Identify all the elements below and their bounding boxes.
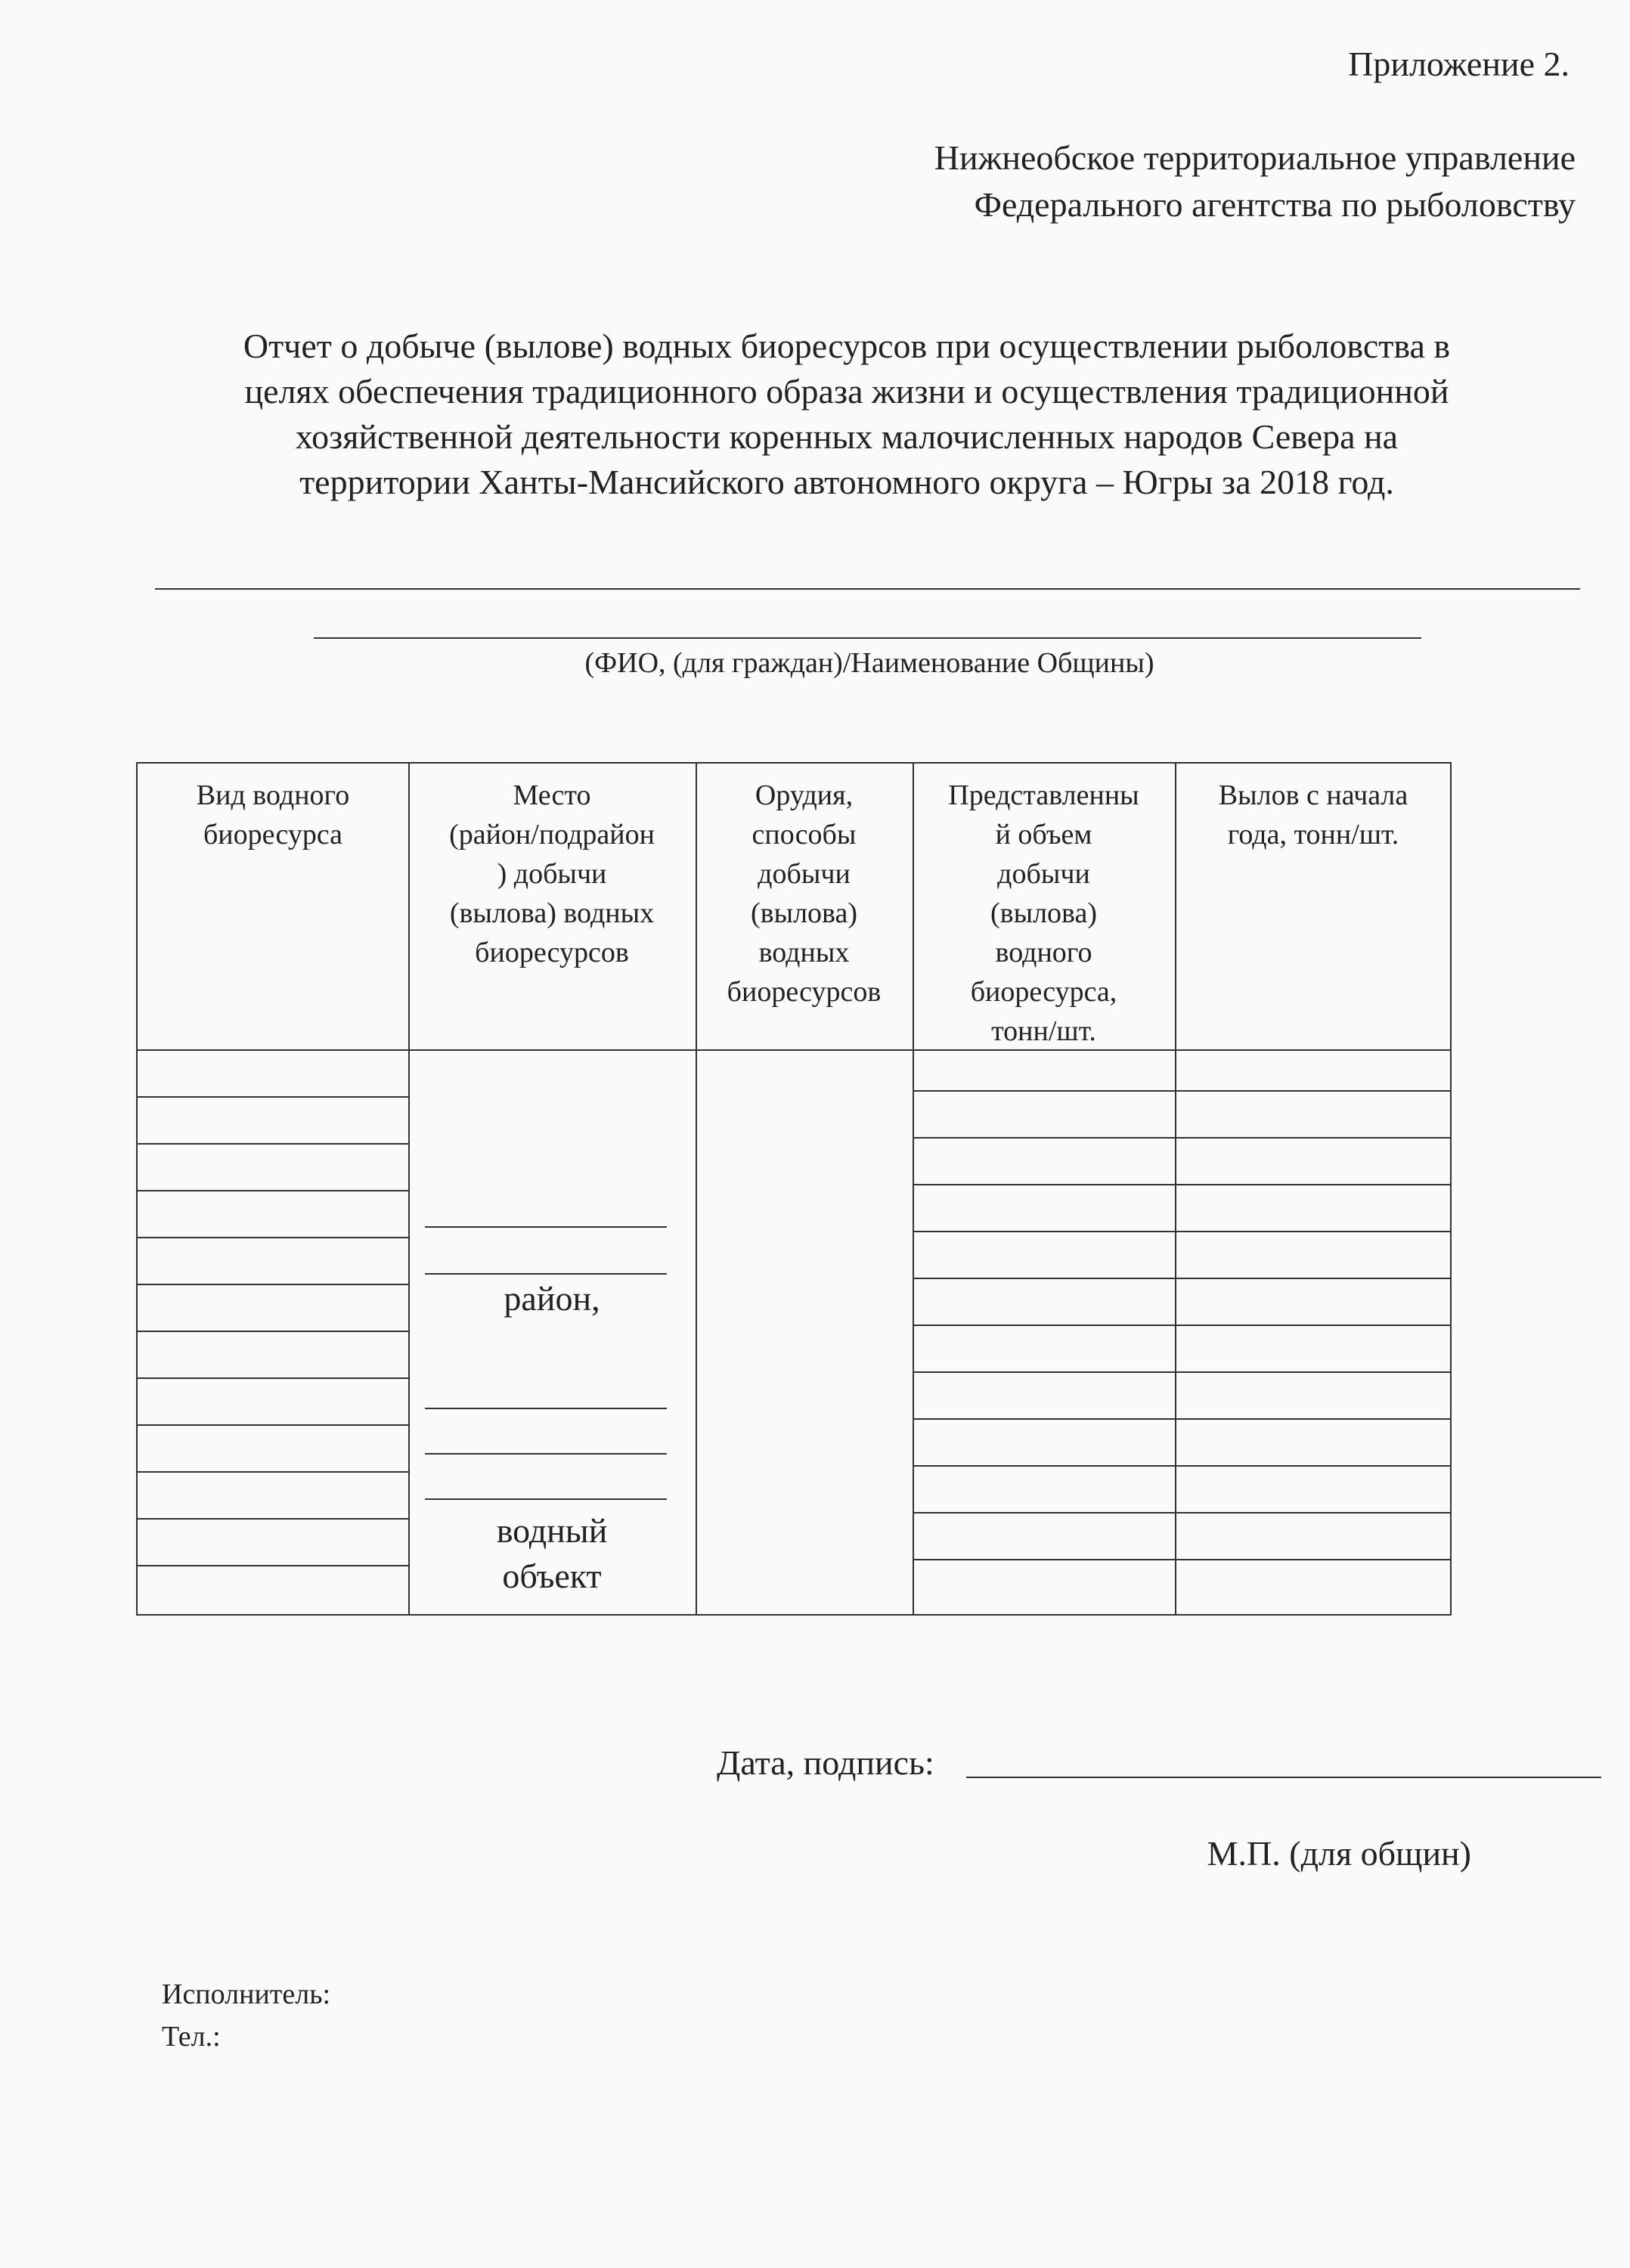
species-row-line (138, 1471, 408, 1473)
stamp-label: М.П. (для общин) (1207, 1834, 1471, 1873)
volume-row-line (913, 1231, 1452, 1232)
volume-row-line (913, 1559, 1452, 1560)
appendix-label: Приложение 2. (1348, 45, 1570, 83)
header-submitted-volume: Представленны й объем добычи (вылова) водного биоресурса, тонн/шт. (948, 779, 1139, 1047)
recipient-line-1: Нижнеобское территориальное управление (934, 138, 1576, 177)
header-gear: Орудия, способы добычи (вылова) водных биоресурсов (727, 779, 882, 1008)
report-title-line-4: территории Ханты-Мансийского автономного округа – Югры за 2018 год. (299, 463, 1394, 501)
species-row-line (138, 1331, 408, 1332)
species-row-line (138, 1143, 408, 1145)
recipient-block (934, 135, 1576, 228)
column-divider-4 (1175, 764, 1176, 1616)
executor-label: Исполнитель: (162, 1978, 331, 2010)
volume-row-line (913, 1371, 1452, 1373)
header-species: Вид водного биоресурса (196, 779, 350, 850)
date-signature-line[interactable] (966, 1777, 1601, 1778)
water-body-blank-line[interactable] (425, 1408, 667, 1409)
volume-row-line (913, 1184, 1452, 1185)
water-body-blank-line[interactable] (425, 1453, 667, 1455)
fio-blank-line-1[interactable] (155, 588, 1580, 590)
volume-row-line (913, 1090, 1452, 1092)
header-catch-ytd: Вылов с начала года, тонн/шт. (1218, 779, 1408, 850)
species-row-line (138, 1096, 408, 1098)
header-separator (138, 1049, 1452, 1051)
report-title-line-1: Отчет о добыче (вылове) водных биоресурсов при осуществлении рыболовства в (243, 327, 1451, 365)
phone-label: Тел.: (162, 2021, 221, 2053)
water-body-label: водный объект (496, 1511, 608, 1595)
species-row-line (138, 1424, 408, 1426)
species-row-line (138, 1518, 408, 1520)
district-label: район, (504, 1279, 600, 1318)
species-row-line (138, 1377, 408, 1379)
volume-row-line (913, 1418, 1452, 1420)
fio-caption: (ФИО, (для граждан)/Наименование Общины) (584, 647, 1154, 679)
volume-row-line (913, 1137, 1452, 1139)
species-row-line (138, 1237, 408, 1238)
report-title (136, 324, 1557, 505)
report-title-line-3: хозяйственной деятельности коренных малочисленных народов Севера на (295, 417, 1399, 456)
catch-report-table (136, 762, 1452, 1616)
water-body-blank-line[interactable] (425, 1498, 667, 1500)
fio-blank-line-2[interactable] (314, 637, 1421, 639)
species-row-line (138, 1284, 408, 1285)
species-row-line (138, 1565, 408, 1566)
date-signature-label: Дата, подпись: (717, 1743, 934, 1782)
volume-row-line (913, 1512, 1452, 1514)
recipient-line-2: Федерального агентства по рыболовству (974, 185, 1576, 224)
header-location: Место (район/подрайон ) добычи (вылова) водных биоресурсов (449, 779, 655, 968)
volume-row-line (913, 1325, 1452, 1326)
report-title-line-2: целях обеспечения традиционного образа жизни и осуществления традиционной (244, 372, 1449, 411)
executor-block (162, 1973, 330, 2058)
district-blank-line[interactable] (425, 1226, 667, 1228)
district-blank-line[interactable] (425, 1273, 667, 1275)
volume-row-line (913, 1278, 1452, 1279)
species-row-line (138, 1190, 408, 1191)
volume-row-line (913, 1465, 1452, 1467)
